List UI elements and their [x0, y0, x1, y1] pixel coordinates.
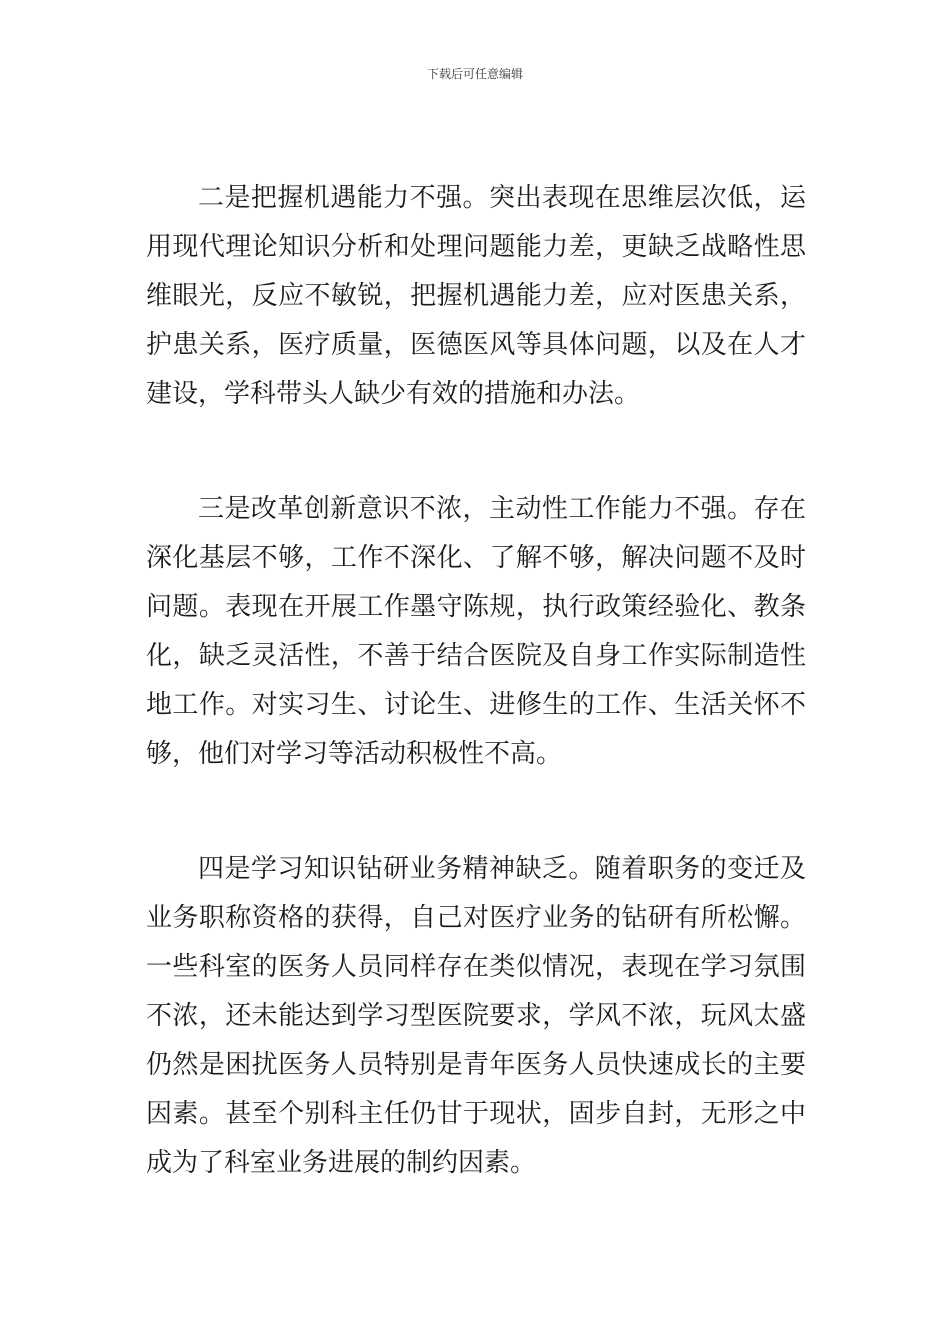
paragraph-2: 二是把握机遇能力不强。突出表现在思维层次低，运用现代理论知识分析和处理问题能力差，更缺乏战略性思维眼光，反应不敏锐，把握机遇能力差，应对医患关系，护患关系，医疗质量，医德医风等具体问题，以及在人才建设，学科带头人缺少有效的措施和办法。 [146, 183, 806, 409]
page-header: 下载后可任意编辑 [426, 67, 523, 81]
paragraph-3: 三是改革创新意识不浓，主动性工作能力不强。存在深化基层不够，工作不深化、了解不够，解决问题不及时问题。表现在开展工作墨守陈规，执行政策经验化、教条化，缺乏灵活性，不善于结合医院及自身工作实际制造性地工作。对实习生、讨论生、进修生的工作、生活关怀不够，他们对学习等活动积极性不高。 [146, 494, 806, 769]
document-body [146, 174, 806, 1188]
paragraph-4: 四是学习知识钻研业务精神缺乏。随着职务的变迁及业务职称资格的获得，自己对医疗业务的钻研有所松懈。一些科室的医务人员同样存在类似情况，表现在学习氛围不浓，还未能达到学习型医院要求，学风不浓，玩风太盛仍然是困扰医务人员特别是青年医务人员快速成长的主要因素。甚至个别科主任仍甘于现状，固步自封，无形之中成为了科室业务进展的制约因素。 [146, 854, 806, 1178]
